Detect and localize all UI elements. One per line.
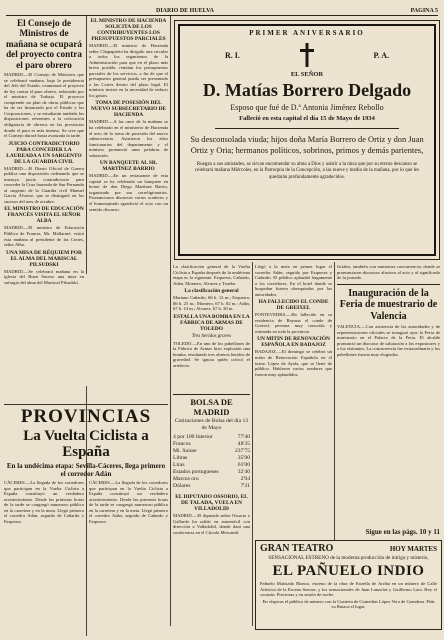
bolsa-row-value: 61'00: [237, 462, 250, 469]
el-senor-label: EL SEÑOR: [290, 71, 324, 78]
subheadline: Tres heridos graves: [191, 333, 232, 339]
deceased-name: D. Matías Borrero Delgado: [202, 80, 412, 100]
showing-label: HOY MARTES: [389, 544, 437, 553]
bolsa-row: [173, 469, 250, 476]
theatre-name: GRAN TEATRO: [260, 543, 334, 554]
article-body: CÁCERES.—La llegada de los corredores que participan en la Vuelta Ciclista a España constituyó un verdadero acontecimiento. Desde las primeras horas de la tarde se congregó numeroso público en la carretera y en la meta. Llegó primero el corredor Adán, seguido de Cañardo y Ezquerra.: [89, 480, 168, 524]
column-2: [89, 18, 168, 278]
column-5: [337, 264, 440, 526]
bolsa-row-value: 7'31: [240, 483, 250, 490]
subheadline: EL MINISTRO DE EDUCACIÓN FRANCÉS VISITA EL SEÑOR ALBA: [4, 206, 84, 225]
obituary-notice: [174, 20, 440, 260]
subheadline: EL DIPUTADO OSSORIO, EL DE TALADA, VUELA EN VILLADOLID: [175, 494, 248, 513]
subheadline: HA FALLECIDO EL CONDE DE GREIXEL: [258, 299, 329, 312]
bolsa-row: [173, 455, 250, 462]
article-body: MADRID.—En un restaurante de esta capital se ha celebrado un banquete en honor de don Diego Martínez Barrio, organizado por sus correligionarios. Pronunciaron discursos varios oradores y el homenajeado agradeció el acto con un sentido discurso.: [89, 173, 168, 212]
bolsa-row-label: Marcos oro: [173, 476, 199, 483]
subheadline: UN MITIN DE RENOVACIÓN ESPAÑOLA EN BADAJOZ: [257, 336, 330, 349]
subheadline: UNA MISA DE RÉQUIEM POR EL ALMA DEL MARISCAL PILSUDSKI: [6, 249, 82, 268]
bolsa-row-value: 77'40: [237, 434, 250, 441]
death-date: Falleció en esta capital el día 15 de Mayo de 1934: [239, 115, 375, 122]
article-body: MADRID.—El diputado señor Ossorio y Gallardo ha salido en automóvil con dirección a Valladolid, donde dará una conferencia en el Círculo Mercantil.: [173, 513, 250, 535]
subheadline: La clasificación general: [184, 288, 239, 295]
rip-left: R. I.: [225, 50, 240, 60]
gran-teatro-ad: [255, 540, 442, 630]
headline-feria-valencia: Inauguración de la Feria de muestrario de Valencia: [339, 287, 438, 322]
bolsa-row-value: 48'35: [237, 441, 250, 448]
subheadline: ESTALLA UNA BOMBA EN LA FÁBRICA DE ARMAS DE TOLEDO: [173, 313, 250, 332]
article-body: VALENCIA.—Con asistencia de las autoridades y de representaciones oficiales se inauguró ayer la Feria de muestrario en el Palacio de la Feria. El alcalde pronunció un discurso de salutación a los expositores y a los visitantes. La concurrencia fue extraordinaria y los pabellones fueron muy elogiados.: [337, 324, 440, 357]
bolsa-row-label: Estados portugueses: [173, 469, 219, 476]
family-line: Su desconsolada viuda; hijos doña María Borrero de Ortiz y don Juan Ortiz y Oria; hermanos políticos, sobrinos, primos y demás parientes,: [190, 135, 424, 155]
film-title: EL PAÑUELO INDIO: [272, 563, 425, 579]
bolsa-row-label: Liras: [173, 462, 185, 469]
bolsa-row: [173, 462, 250, 469]
article-body: ficiales, también con numerosa concurrencia, donde se pronunciaron discursos alusivos al acto y al significado de la jornada.: [337, 264, 440, 281]
running-header: [6, 4, 438, 16]
deck-etapa: En la undécima etapa: Sevilla-Cáceres, llega primero el corredor Adán: [6, 462, 166, 478]
article-body: La clasificación general de la Vuelta Ciclista a España después de la undécima etapa es la siguiente: Ezquerra, Cañardo, Adán, Montero, Alvarez y Trueba.: [173, 264, 250, 286]
article-body: TOLEDO.—En uno de los pabellones de la Fábrica de Armas hizo explosión una bomba, resultando tres obreros heridos de gravedad. Se ignora quién colocó el artefacto.: [173, 340, 250, 369]
article-body: MADRID.—El ministro de Educación Pública de Francia, Mr. Mallarmé, visitó esta mañana al presidente de las Cortes, señor Alba.: [4, 225, 84, 248]
bolsa-row-label: 4 por 100 Interior: [173, 434, 213, 441]
subheadline: UN BANQUETE AL SR. MARTÍNEZ BARRIO: [99, 160, 158, 173]
column-1: [4, 18, 84, 288]
bolsa-row: [173, 483, 250, 490]
bolsa-subtitle: Cotizaciones de Bolsa del día 13 de Mayo: [174, 418, 249, 431]
cross-icon: [299, 43, 315, 67]
ad-description: Pañuelo Matizado Blanco, estreno de la obra de Estrella de Arriba en un número de Calle Artística de la Escena Sonora, y los sensacionales de Juan Lanzolas y Guillermo Lara. Hoy el corazón. Preciosas y en sesión de noche.: [260, 581, 437, 597]
ad-note: En vísperas el público de número con la Cuarteta de Comedias López Vera de Grandeza. Pida su Butaca el lugar.: [262, 598, 435, 609]
continued-on-pages: Sigue en las págs. 10 y 11: [365, 528, 440, 536]
bolsa-title: BOLSA DE MADRID: [190, 397, 233, 417]
bolsa-row: [173, 441, 250, 448]
bolsa-row-value: 32'40: [237, 469, 250, 476]
vuelta-article: [4, 480, 84, 626]
article-body: MADRID.—A las once de la mañana se ha celebrado en el ministerio de Hacienda el acto de la toma de posesión del nuevo subsecretario. Asistieron los altos funcionarios del departamento y el ministro pronunció unas palabras de salutación.: [89, 119, 168, 158]
bolsa-row-value: 2'94: [240, 476, 250, 483]
provincias-section: [4, 406, 168, 478]
bolsa-row-value: 237'75: [235, 448, 250, 455]
column-3: [173, 264, 250, 390]
bolsa-row: [173, 434, 250, 441]
headline-consejo-ministros: El Consejo de Ministros de mañana se ocupará del proyecto contra el paro obrero: [5, 18, 83, 70]
article-body: MADRID.—El Diario Oficial de Guerra publica una disposición ordenando que se instruya juicio contradictorio para conceder la Cruz laureada de San Fernando al sargento de la Guardia civil Manuel García Álvarez, que se distinguió en los sucesos del mes de octubre.: [4, 165, 84, 204]
article-body: MADRID.—Se celebrará mañana en la iglesia del Buen Suceso una misa en sufragio del alma del Mariscal Pilsudski.: [4, 268, 84, 285]
subheadline: TOMA DE POSESIÓN DEL NUEVO SUBSECRETARIO DE HACIENDA: [90, 100, 167, 119]
section-title-provincias: PROVINCIAS: [20, 406, 152, 427]
page-number: PAGINA 5: [410, 8, 438, 14]
vuelta-article-cont: [89, 480, 168, 626]
bolsa-table: [173, 434, 250, 490]
bolsa-row-label: Francos: [173, 441, 191, 448]
bolsa-row-label: Mi. Suisse: [173, 448, 197, 455]
article-body: CÁCERES.—La llegada de los corredores que participan en la Vuelta Ciclista a España constituyó un verdadero acontecimiento. Desde las primeras horas de la tarde se congregó numeroso público en la carretera y en la meta. Llegó primero el corredor Adán, seguido de Cañardo y Ezquerra.: [4, 480, 84, 524]
bolsa-row: [173, 476, 250, 483]
article-body: PONTEVEDRA.—Ha fallecido en su residencia de Bayona el conde de Greixel, persona muy conocida y estimada en toda la provincia.: [255, 312, 332, 334]
spouse-line: Esposo que fué de D.ª Antonia Jiménez Rebollo: [230, 103, 384, 112]
article-body: BADAJOZ.—El domingo se celebró un mitin de Renovación Española en el teatro López de Ayala, que se llenó de público. Hablaron varios oradores que fueron muy aplaudidos.: [255, 349, 332, 377]
bolsa-row-value: 35'90: [237, 455, 250, 462]
bolsa-row-label: Libras: [173, 455, 188, 462]
bolsa-row-label: Dólares: [173, 483, 191, 490]
headline-vuelta-ciclista: La Vuelta Ciclista a España: [23, 428, 149, 460]
premiere-line: SENSACIONAL ESTRENO de la moderna producción de intriga y misterio,: [268, 555, 429, 561]
rip-right: P. A.: [373, 50, 389, 60]
article-body: MADRID.—El ministro de Hacienda señor Chapaprieta ha dirigido una circular a todos los organismos de la Administración para que en el plazo más breve posible, remitan los presupuestos parciales de los servicios, a fin de que el presupuesto general pueda ser presentado a las Cortes dentro del plazo legal. El ministro insiste en la necesidad de reducir los gastos.: [89, 43, 168, 98]
bolsa-row: [173, 448, 250, 455]
masthead-title: DIARIO DE HUELVA: [156, 8, 215, 14]
mass-request: Ruegan a sus amistades, se sirvan encomendar su alma a Dios y asistir a la misa que por su eterno descanso se celebrará mañana Miércoles, en la Parroquia de la Concepción, a las nueve y media de la mañana, por lo que les quedarán profundamente agradecidos.: [194, 162, 420, 180]
subheadline: EL MINISTRO DE HACIENDA SOLICITA DE LOS CONTRIBUYENTES LOS PRESUPUESTOS PARCIALES: [90, 18, 167, 42]
subheadline: JUICIO CONTRADICTORIO PARA CONCEDER LA LAUREADA A UN SARGENTO DE LA GUARDIA CIVIL: [6, 140, 82, 165]
article-body: Llegó a la meta en primer lugar el corredor Adán, seguido por Ezquerra y Cañardo. El público aplaudió largamente a los corredores. En el hotel donde se hospedan fueron obsequiados por las autoridades.: [255, 264, 332, 297]
article-body: Mariano Cañardo, 66 h. 12 m.; Ezquerra, 66 h. 25 m.; Montero, 67 h. 02 m.; Adán, 67 h. 14 m.; Alvarez, 67 h. 30 m.: [173, 295, 250, 312]
bolsa-madrid: [173, 394, 250, 626]
anniversary-banner: PRIMER ANIVERSARIO: [249, 29, 365, 37]
article-body: MADRID.—El Consejo de Ministros que se celebrará mañana, bajo la presidencia del Jefe del Estado, examinará el proyecto de ley contra el paro obrero, redactado por el ministro de Trabajo. El proyecto comprende un plan de obras públicas que ha de ser financiado por el Estado y las Corporaciones, y se estudiarán también las disposiciones referentes a la colocación obligatoria de obreros en las provincias donde el paro es más intenso. Se cree que el Consejo durará hasta avanzada la tarde.: [4, 72, 84, 139]
